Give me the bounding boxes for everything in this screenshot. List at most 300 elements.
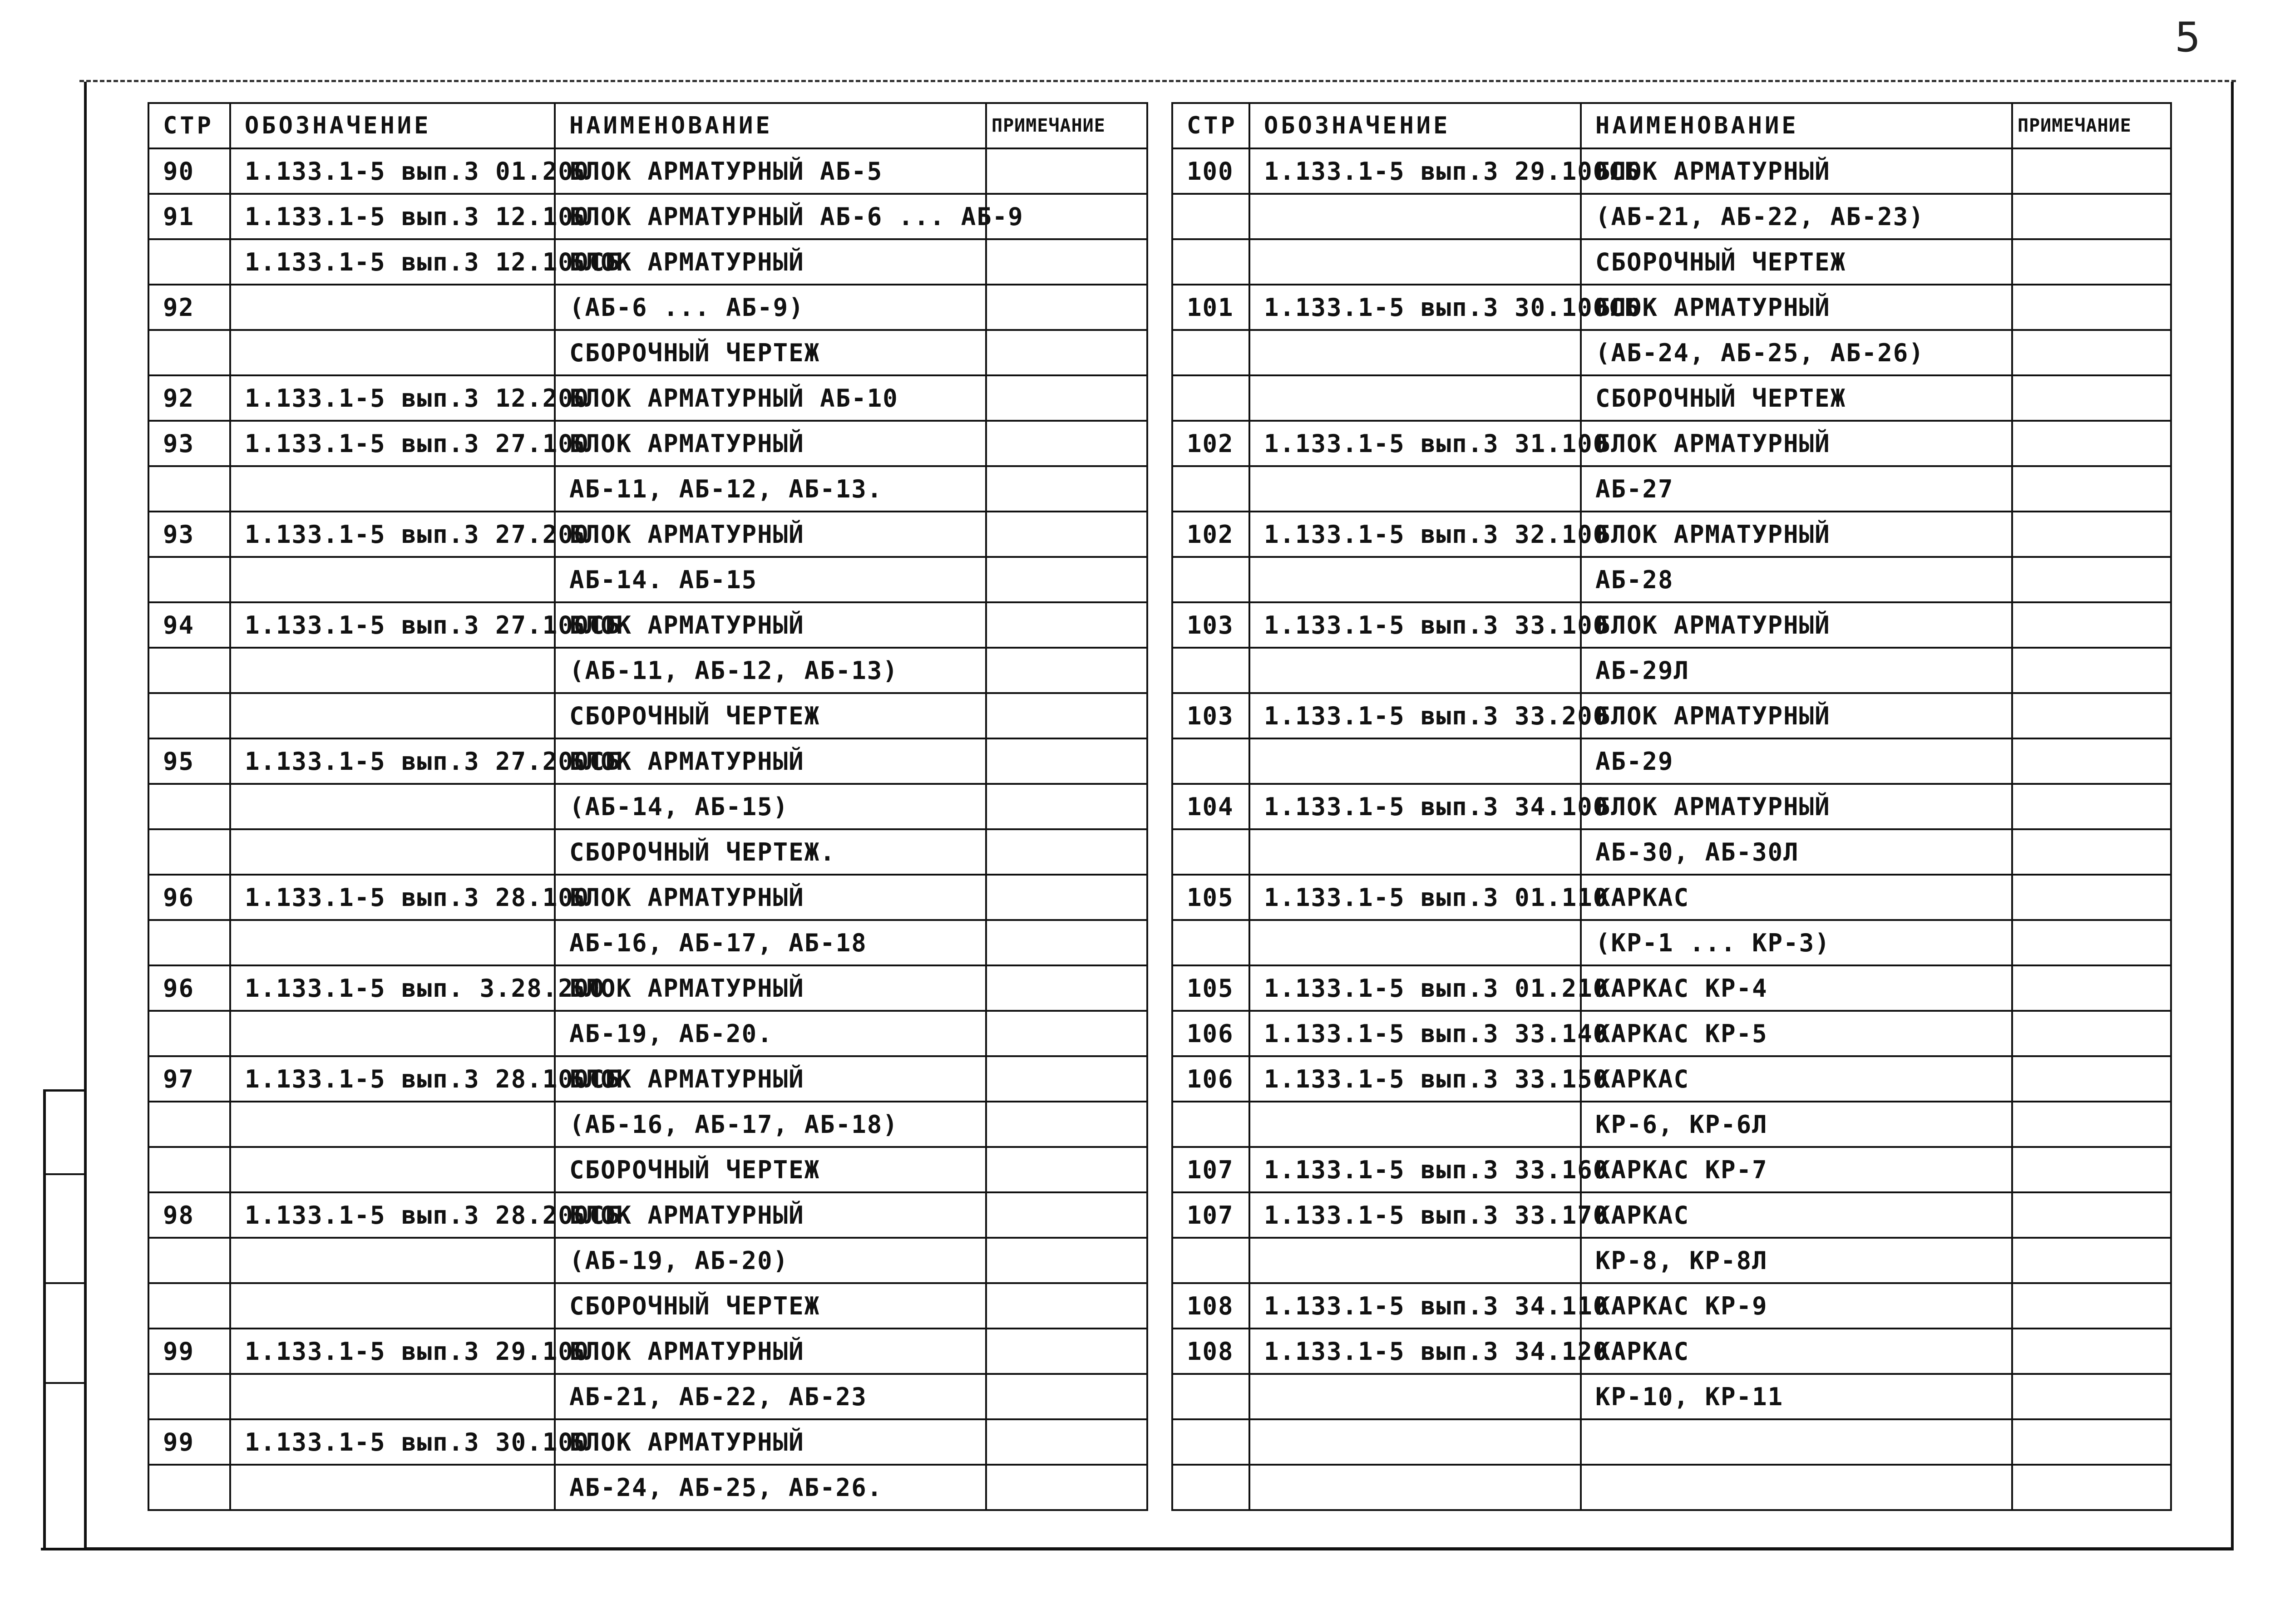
cell-note <box>2012 239 2171 285</box>
cell-page: 101 <box>1172 285 1249 330</box>
cell-code <box>1249 330 1581 375</box>
table-row <box>1172 466 2171 512</box>
cell-name: БЛОК АРМАТУРНЫЙ <box>555 1329 986 1374</box>
header-row <box>1172 103 2171 148</box>
cell-page: 107 <box>1172 1192 1249 1238</box>
table-row <box>1172 1056 2171 1102</box>
cell-note <box>2012 1011 2171 1056</box>
header-code: ОБОЗНАЧЕНИЕ <box>230 103 555 148</box>
table-row <box>148 148 1147 194</box>
table-row <box>148 875 1147 920</box>
cell-note <box>986 285 1147 330</box>
cell-name: БЛОК АРМАТУРНЫЙ <box>555 602 986 648</box>
cell-name: (АБ-6 ... АБ-9) <box>555 285 986 330</box>
cell-name: КАРКАС КР-7 <box>1581 1147 2012 1192</box>
cell-note <box>986 648 1147 693</box>
cell-code: 1.133.1-5 вып.3 32.100 <box>1249 512 1581 557</box>
cell-name: БЛОК АРМАТУРНЫЙ <box>1581 285 2012 330</box>
cell-page <box>1172 1374 1249 1419</box>
header-code: ОБОЗНАЧЕНИЕ <box>1249 103 1581 148</box>
table-row <box>148 466 1147 512</box>
cell-note <box>986 1238 1147 1283</box>
cell-page: 99 <box>148 1419 230 1465</box>
cell-page: 97 <box>148 1056 230 1102</box>
cell-page <box>148 1102 230 1147</box>
cell-note <box>986 1192 1147 1238</box>
cell-page <box>148 1147 230 1192</box>
cell-page <box>1172 375 1249 421</box>
table-row <box>1172 1147 2171 1192</box>
cell-page <box>148 920 230 965</box>
header-note: ПРИМЕЧАНИЕ <box>986 103 1147 148</box>
stub-tick <box>46 1173 87 1175</box>
cell-code: 1.133.1-5 вып.3 29.100 <box>230 1329 555 1374</box>
cell-page: 91 <box>148 194 230 239</box>
cell-note <box>986 375 1147 421</box>
table-row <box>1172 375 2171 421</box>
table-row <box>148 602 1147 648</box>
table-row <box>1172 421 2171 466</box>
table-row <box>1172 239 2171 285</box>
cell-code <box>230 285 555 330</box>
cell-code: 1.133.1-5 вып.3 29.100СБ <box>1249 148 1581 194</box>
cell-code <box>230 1147 555 1192</box>
cell-code <box>1249 1238 1581 1283</box>
cell-page <box>148 829 230 875</box>
table-row <box>148 1192 1147 1238</box>
cell-name: (АБ-21, АБ-22, АБ-23) <box>1581 194 2012 239</box>
cell-code: 1.133.1-5 вып.3 12.100 <box>230 194 555 239</box>
cell-page <box>1172 194 1249 239</box>
cell-code: 1.133.1-5 вып.3 34.110 <box>1249 1283 1581 1329</box>
cell-code: 1.133.1-5 вып.3 12.100СБ <box>230 239 555 285</box>
cell-name: СБОРОЧНЫЙ ЧЕРТЕЖ <box>555 1283 986 1329</box>
table-row <box>148 920 1147 965</box>
cell-name: СБОРОЧНЫЙ ЧЕРТЕЖ <box>1581 239 2012 285</box>
table-row <box>1172 602 2171 648</box>
cell-code: 1.133.1-5 вып.3 12.200 <box>230 375 555 421</box>
cell-note <box>986 738 1147 784</box>
cell-note <box>986 148 1147 194</box>
table-row <box>1172 1011 2171 1056</box>
cell-name: АБ-24, АБ-25, АБ-26. <box>555 1465 986 1510</box>
cell-name: (АБ-11, АБ-12, АБ-13) <box>555 648 986 693</box>
cell-note <box>2012 148 2171 194</box>
cell-note <box>2012 784 2171 829</box>
table-row <box>1172 738 2171 784</box>
cell-page <box>148 1465 230 1510</box>
cell-name: (АБ-14, АБ-15) <box>555 784 986 829</box>
sheet-bottom-rule <box>41 1548 2234 1550</box>
table-row <box>1172 285 2171 330</box>
cell-note <box>986 1011 1147 1056</box>
cell-name: БЛОК АРМАТУРНЫЙ <box>1581 421 2012 466</box>
cell-name: АБ-11, АБ-12, АБ-13. <box>555 466 986 512</box>
table-row <box>148 330 1147 375</box>
table-row <box>1172 920 2171 965</box>
cell-page: 93 <box>148 512 230 557</box>
table-row <box>1172 1238 2171 1283</box>
cell-code: 1.133.1-5 вып.3 28.100СБ <box>230 1056 555 1102</box>
cell-code <box>1249 375 1581 421</box>
table-row <box>1172 194 2171 239</box>
cell-name: СБОРОЧНЫЙ ЧЕРТЕЖ <box>555 330 986 375</box>
cell-note <box>986 829 1147 875</box>
cell-note <box>2012 421 2171 466</box>
table-row <box>1172 829 2171 875</box>
cell-name: КАРКАС <box>1581 1329 2012 1374</box>
table-row <box>148 1056 1147 1102</box>
table-row <box>1172 1419 2171 1465</box>
cell-name: БЛОК АРМАТУРНЫЙ <box>555 239 986 285</box>
table-row <box>148 1238 1147 1283</box>
cell-code: 1.133.1-5 вып.3 33.100 <box>1249 602 1581 648</box>
cell-name: АБ-29 <box>1581 738 2012 784</box>
cell-page <box>148 1238 230 1283</box>
cell-note <box>986 421 1147 466</box>
cell-page: 98 <box>148 1192 230 1238</box>
cell-code: 1.133.1-5 вып. 3.28.200 <box>230 965 555 1011</box>
cell-page: 94 <box>148 602 230 648</box>
cell-page <box>1172 920 1249 965</box>
cell-page: 92 <box>148 285 230 330</box>
cell-code <box>230 1102 555 1147</box>
cell-code <box>1249 738 1581 784</box>
table-row <box>148 829 1147 875</box>
cell-name: КР-8, КР-8Л <box>1581 1238 2012 1283</box>
cell-code: 1.133.1-5 вып.3 33.150 <box>1249 1056 1581 1102</box>
cell-name: СБОРОЧНЫЙ ЧЕРТЕЖ. <box>555 829 986 875</box>
cell-page <box>1172 829 1249 875</box>
cell-name <box>1581 1419 2012 1465</box>
cell-page <box>148 1374 230 1419</box>
cell-page: 92 <box>148 375 230 421</box>
table-row <box>1172 875 2171 920</box>
table-row <box>148 965 1147 1011</box>
table-row <box>148 1283 1147 1329</box>
cell-note <box>986 1419 1147 1465</box>
table-row <box>1172 1329 2171 1374</box>
cell-name: БЛОК АРМАТУРНЫЙ <box>1581 512 2012 557</box>
cell-page: 106 <box>1172 1011 1249 1056</box>
cell-code: 1.133.1-5 вып.3 27.100СБ <box>230 602 555 648</box>
cell-code: 1.133.1-5 вып.3 28.100 <box>230 875 555 920</box>
cell-page: 104 <box>1172 784 1249 829</box>
cell-name: АБ-21, АБ-22, АБ-23 <box>555 1374 986 1419</box>
table-row <box>1172 1465 2171 1510</box>
cell-page <box>148 648 230 693</box>
table-row <box>148 784 1147 829</box>
table-row <box>148 1102 1147 1147</box>
cell-page: 90 <box>148 148 230 194</box>
cell-name: БЛОК АРМАТУРНЫЙ <box>555 738 986 784</box>
cell-code <box>1249 557 1581 602</box>
cell-name: (АБ-19, АБ-20) <box>555 1238 986 1283</box>
cell-code <box>1249 1374 1581 1419</box>
cell-code <box>230 1374 555 1419</box>
table-row <box>1172 784 2171 829</box>
cell-name: АБ-27 <box>1581 466 2012 512</box>
cell-code <box>230 829 555 875</box>
cell-name: КР-6, КР-6Л <box>1581 1102 2012 1147</box>
cell-code <box>230 1011 555 1056</box>
cell-name: БЛОК АРМАТУРНЫЙ <box>555 421 986 466</box>
cell-code: 1.133.1-5 вып.3 01.200 <box>230 148 555 194</box>
cell-code: 1.133.1-5 вып.3 34.120 <box>1249 1329 1581 1374</box>
cell-note <box>986 1283 1147 1329</box>
cell-note <box>2012 1465 2171 1510</box>
cell-code: 1.133.1-5 вып.3 27.100 <box>230 421 555 466</box>
header-name: НАИМЕНОВАНИЕ <box>1581 103 2012 148</box>
cell-note <box>986 602 1147 648</box>
cell-name: (АБ-16, АБ-17, АБ-18) <box>555 1102 986 1147</box>
cell-name: БЛОК АРМАТУРНЫЙ <box>555 512 986 557</box>
cell-code: 1.133.1-5 вып.3 33.170 <box>1249 1192 1581 1238</box>
header-page: СТР <box>148 103 230 148</box>
cell-code <box>230 920 555 965</box>
table-row <box>148 693 1147 738</box>
table-row <box>148 1147 1147 1192</box>
cell-page <box>148 239 230 285</box>
stub-tick <box>46 1282 87 1284</box>
table-row <box>1172 648 2171 693</box>
cell-note <box>986 239 1147 285</box>
header-page: СТР <box>1172 103 1249 148</box>
cell-page <box>148 784 230 829</box>
cell-note <box>986 1056 1147 1102</box>
cell-page <box>148 1011 230 1056</box>
cell-name: БЛОК АРМАТУРНЫЙ <box>1581 602 2012 648</box>
table-row <box>148 375 1147 421</box>
table-row <box>148 239 1147 285</box>
cell-page <box>1172 466 1249 512</box>
cell-page <box>148 1283 230 1329</box>
table-row <box>148 512 1147 557</box>
header-name: НАИМЕНОВАНИЕ <box>555 103 986 148</box>
cell-code <box>230 784 555 829</box>
cell-page: 96 <box>148 965 230 1011</box>
table-row <box>148 648 1147 693</box>
cell-code: 1.133.1-5 вып.3 33.160 <box>1249 1147 1581 1192</box>
cell-page <box>1172 1465 1249 1510</box>
table-row <box>148 557 1147 602</box>
table-row <box>148 738 1147 784</box>
cell-name: АБ-28 <box>1581 557 2012 602</box>
cell-name: БЛОК АРМАТУРНЫЙ АБ-10 <box>555 375 986 421</box>
table-row <box>1172 557 2171 602</box>
cell-page <box>1172 239 1249 285</box>
table-row <box>1172 693 2171 738</box>
table-row <box>1172 148 2171 194</box>
cell-code <box>230 693 555 738</box>
cell-note <box>986 875 1147 920</box>
cell-note <box>986 466 1147 512</box>
cell-name: АБ-14. АБ-15 <box>555 557 986 602</box>
cell-note <box>2012 557 2171 602</box>
cell-name: БЛОК АРМАТУРНЫЙ <box>555 875 986 920</box>
cell-name: СБОРОЧНЫЙ ЧЕРТЕЖ <box>1581 375 2012 421</box>
cell-name: АБ-19, АБ-20. <box>555 1011 986 1056</box>
cell-name: КАРКАС КР-4 <box>1581 965 2012 1011</box>
cell-note <box>986 557 1147 602</box>
cell-name: БЛОК АРМАТУРНЫЙ АБ-5 <box>555 148 986 194</box>
cell-code <box>1249 239 1581 285</box>
cell-code <box>230 1465 555 1510</box>
cell-code: 1.133.1-5 вып.3 34.100 <box>1249 784 1581 829</box>
cell-note <box>2012 466 2171 512</box>
table-row <box>1172 330 2171 375</box>
cell-note <box>2012 512 2171 557</box>
cell-page: 106 <box>1172 1056 1249 1102</box>
table-row <box>1172 965 2171 1011</box>
table-row <box>148 1011 1147 1056</box>
cell-name: КР-10, КР-11 <box>1581 1374 2012 1419</box>
cell-note <box>986 1147 1147 1192</box>
table-row <box>1172 1374 2171 1419</box>
cell-code: 1.133.1-5 вып.3 30.100СБ <box>1249 285 1581 330</box>
cell-note <box>2012 920 2171 965</box>
cell-name: АБ-16, АБ-17, АБ-18 <box>555 920 986 965</box>
cell-code <box>230 330 555 375</box>
cell-note <box>2012 965 2171 1011</box>
table-row <box>1172 1283 2171 1329</box>
cell-note <box>2012 1374 2171 1419</box>
cell-code <box>230 1283 555 1329</box>
cell-note <box>2012 194 2171 239</box>
table-row <box>148 1465 1147 1510</box>
cell-name: КАРКАС <box>1581 1056 2012 1102</box>
cell-name: БЛОК АРМАТУРНЫЙ <box>555 1192 986 1238</box>
cell-note <box>2012 330 2171 375</box>
cell-code <box>1249 920 1581 965</box>
cell-page <box>148 693 230 738</box>
cell-page: 105 <box>1172 875 1249 920</box>
cell-code <box>1249 194 1581 239</box>
cell-name <box>1581 1465 2012 1510</box>
cell-page <box>1172 557 1249 602</box>
table-row <box>148 285 1147 330</box>
cell-code: 1.133.1-5 вып.3 31.100 <box>1249 421 1581 466</box>
cell-note <box>986 330 1147 375</box>
table-row <box>148 421 1147 466</box>
cell-note <box>2012 1283 2171 1329</box>
cell-page: 100 <box>1172 148 1249 194</box>
cell-name: КАРКАС КР-9 <box>1581 1283 2012 1329</box>
cell-page: 102 <box>1172 512 1249 557</box>
cell-page: 99 <box>148 1329 230 1374</box>
header-row <box>148 103 1147 148</box>
cell-page <box>148 330 230 375</box>
cell-page: 108 <box>1172 1329 1249 1374</box>
cell-note <box>2012 1147 2171 1192</box>
cell-note <box>986 1374 1147 1419</box>
cell-code: 1.133.1-5 вып.3 01.210 <box>1249 965 1581 1011</box>
cell-code <box>1249 1419 1581 1465</box>
cell-code <box>1249 1102 1581 1147</box>
cell-name: КАРКАС <box>1581 1192 2012 1238</box>
cell-code: 1.133.1-5 вып.3 27.200СБ <box>230 738 555 784</box>
cell-note <box>986 784 1147 829</box>
cell-name: АБ-30, АБ-30Л <box>1581 829 2012 875</box>
cell-note <box>2012 1329 2171 1374</box>
binding-stub-strip <box>43 1089 84 1550</box>
cell-note <box>2012 1238 2171 1283</box>
page-number: 5 <box>2175 14 2201 61</box>
cell-note <box>2012 738 2171 784</box>
cell-page: 108 <box>1172 1283 1249 1329</box>
cell-page <box>1172 1238 1249 1283</box>
cell-name: БЛОК АРМАТУРНЫЙ <box>1581 693 2012 738</box>
cell-note <box>986 1465 1147 1510</box>
cell-page <box>1172 330 1249 375</box>
cell-note <box>2012 602 2171 648</box>
cell-code: 1.133.1-5 вып.3 01.110 <box>1249 875 1581 920</box>
cell-name: КАРКАС КР-5 <box>1581 1011 2012 1056</box>
cell-note <box>986 1329 1147 1374</box>
table-row <box>148 1329 1147 1374</box>
cell-name: БЛОК АРМАТУРНЫЙ <box>555 1419 986 1465</box>
cell-code: 1.133.1-5 вып.3 30.100 <box>230 1419 555 1465</box>
cell-name: БЛОК АРМАТУРНЫЙ <box>1581 148 2012 194</box>
table-row <box>148 194 1147 239</box>
document-register-left <box>148 102 1148 1511</box>
cell-note <box>2012 829 2171 875</box>
cell-page: 107 <box>1172 1147 1249 1192</box>
cell-page: 102 <box>1172 421 1249 466</box>
cell-code <box>1249 1465 1581 1510</box>
table-row <box>1172 1192 2171 1238</box>
table-row <box>148 1374 1147 1419</box>
cell-page <box>1172 648 1249 693</box>
cell-page: 95 <box>148 738 230 784</box>
cell-page: 103 <box>1172 602 1249 648</box>
cell-name: БЛОК АРМАТУРНЫЙ <box>555 1056 986 1102</box>
table-row <box>1172 512 2171 557</box>
cell-note <box>2012 693 2171 738</box>
cell-name: (КР-1 ... КР-3) <box>1581 920 2012 965</box>
cell-code: 1.133.1-5 вып.3 27.200 <box>230 512 555 557</box>
cell-note <box>986 1102 1147 1147</box>
cell-page <box>1172 1419 1249 1465</box>
cell-page: 105 <box>1172 965 1249 1011</box>
cell-note <box>2012 648 2171 693</box>
cell-note <box>986 920 1147 965</box>
cell-note <box>2012 1102 2171 1147</box>
cell-code <box>1249 466 1581 512</box>
cell-code: 1.133.1-5 вып.3 28.200СБ <box>230 1192 555 1238</box>
cell-code: 1.133.1-5 вып.3 33.140 <box>1249 1011 1581 1056</box>
cell-note <box>2012 1056 2171 1102</box>
cell-note <box>2012 375 2171 421</box>
cell-page: 103 <box>1172 693 1249 738</box>
cell-note <box>986 965 1147 1011</box>
cell-page: 93 <box>148 421 230 466</box>
cell-name: БЛОК АРМАТУРНЫЙ <box>1581 784 2012 829</box>
table-row <box>148 1419 1147 1465</box>
cell-name: СБОРОЧНЫЙ ЧЕРТЕЖ <box>555 693 986 738</box>
cell-note <box>986 512 1147 557</box>
cell-page <box>1172 738 1249 784</box>
table-row <box>1172 1102 2171 1147</box>
cell-note <box>2012 1419 2171 1465</box>
cell-code: 1.133.1-5 вып.3 33.200 <box>1249 693 1581 738</box>
cell-note <box>2012 1192 2171 1238</box>
cell-note <box>2012 285 2171 330</box>
cell-note <box>986 693 1147 738</box>
cell-name: КАРКАС <box>1581 875 2012 920</box>
cell-page <box>1172 1102 1249 1147</box>
cell-name: СБОРОЧНЫЙ ЧЕРТЕЖ <box>555 1147 986 1192</box>
